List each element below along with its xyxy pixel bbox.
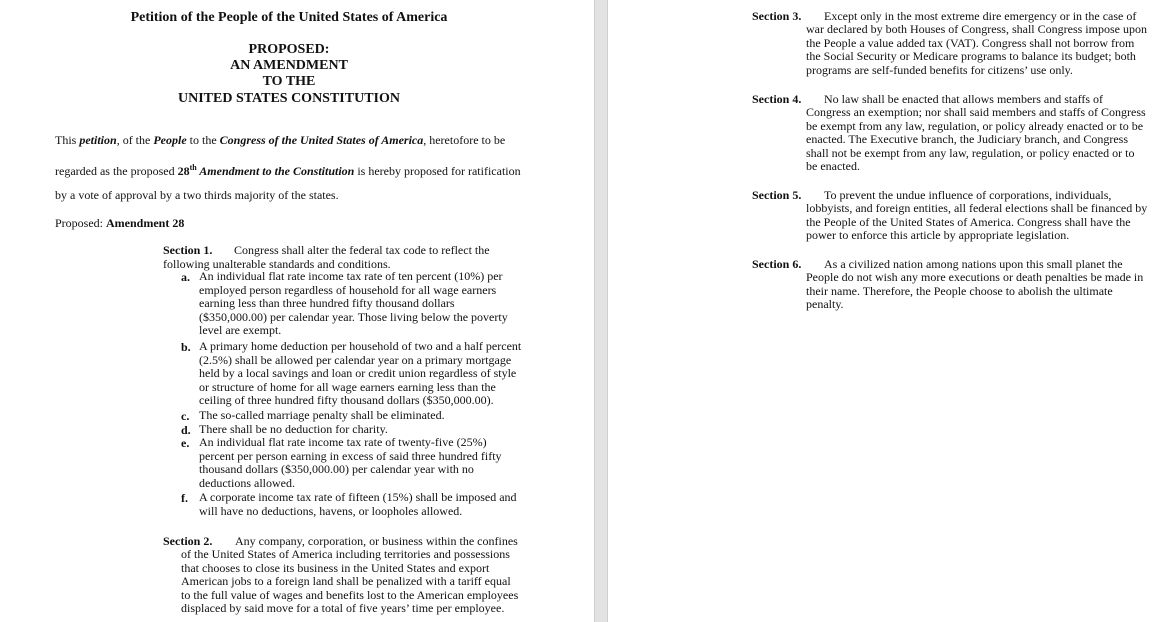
list-item-letter: d. bbox=[181, 423, 191, 437]
proposed-heading-2: AN AMENDMENT bbox=[230, 58, 348, 73]
list-item-text: There shall be no deduction for charity. bbox=[199, 422, 388, 436]
section-2-body bbox=[181, 548, 518, 616]
section-2-line: to the full value of wages and benefits lost to the American employees bbox=[181, 587, 519, 602]
list-item-text: An individual flat rate income tax rate of ten percent (10%) per employed person regardless of household for all wage earners earning less than three hundred fifty thousand dollars ($350,000.00) per calendar year. Those living below the poverty level are exempt. bbox=[199, 269, 508, 338]
proposed-heading-4: UNITED STATES CONSTITUTION bbox=[178, 91, 400, 106]
section-6-body: As a civilized nation among nations upon this small planet the People do not wish any more executions or death penalties be made in their name. Therefore, the People choose to abolish the ultimate penalty. bbox=[806, 256, 1144, 312]
proposed-heading-3: TO THE bbox=[262, 74, 316, 89]
list-item-letter: a. bbox=[181, 270, 190, 284]
section-5-label: Section 5. bbox=[752, 188, 802, 202]
section-6-label: Section 6. bbox=[752, 257, 802, 271]
section-1-second-line: following unalterable standards and conditions. bbox=[163, 257, 391, 271]
intro-line-1: This petition, of the People to the Congress of the United States of America, heretofore to be bbox=[55, 133, 506, 147]
list-item-text: A primary home deduction per household of two and a half percent (2.5%) shall be allowed per calendar year on a primary mortgage held by a local savings and loan or credit union regardless of style or structure of home for all wage earners earning less than the ceiling of three hundred fifty thousand dollars ($350,000.00). bbox=[199, 339, 522, 408]
proposed-heading-1: PROPOSED: bbox=[248, 42, 330, 57]
list-item-letter: b. bbox=[181, 340, 191, 354]
section-1-label: Section 1. bbox=[163, 243, 213, 257]
list-item-text: The so-called marriage penalty shall be eliminated. bbox=[199, 408, 445, 422]
section-2-line: that chooses to close its business in the United States and export bbox=[181, 560, 490, 575]
section-5-body: To prevent the undue influence of corporations, individuals, lobbyists, and foreign entities, all federal elections shall be financed by the People of the United States of America. Congress shall have the power to enforce this article by appropriate legislation. bbox=[806, 187, 1148, 243]
section-4-label: Section 4. bbox=[752, 92, 802, 106]
document-page-right bbox=[608, 0, 1164, 622]
section-3-body: Except only in the most extreme dire emergency or in the case of war declared by both Houses of Congress, shall Congress impose upon the People a value added tax (VAT). Congress shall not borrow from the Social Security or Medicare programs to balance its budget; both programs are self-funded benefits for citizens’ use only. bbox=[806, 8, 1147, 77]
section-4-body: No law shall be enacted that allows members and staffs of Congress an exemption; nor shall said members and staffs of Congress be exempt from any law, regulation, or policy already enacted or to be enacted. The Executive branch, the Judiciary branch, and Congress shall not be exempt from any law, regulation, or policy enacted or to be enacted. bbox=[806, 91, 1146, 174]
section-2-line: American jobs to a foreign land shall be penalized with a tariff equal bbox=[181, 574, 511, 589]
section-1-first-line: Congress shall alter the federal tax code to reflect the bbox=[234, 243, 490, 257]
page-gutter bbox=[594, 0, 608, 622]
section-2-line: displaced by said move for a total of five years’ time per employee. bbox=[181, 601, 505, 616]
section-2-first-line: Any company, corporation, or business within the confines bbox=[235, 534, 518, 548]
list-item-text: A corporate income tax rate of fifteen (15%) shall be imposed and will have no deductions, havens, or loopholes allowed. bbox=[199, 490, 517, 518]
list-item-letter: c. bbox=[181, 409, 190, 423]
list-item-letter: e. bbox=[181, 436, 190, 450]
proposed-amendment-line: Proposed: Amendment 28 bbox=[55, 216, 185, 230]
section-2-label: Section 2. bbox=[163, 534, 213, 548]
intro-line-2: regarded as the proposed 28th Amendment to the Constitution is hereby proposed for ratification bbox=[55, 163, 521, 178]
section-3-label: Section 3. bbox=[752, 9, 802, 23]
list-item-letter: f. bbox=[181, 491, 188, 505]
list-item-text: An individual flat rate income tax rate of twenty-five (25%) percent per person earning in excess of said three hundred fifty thousand dollars ($350,000.00) per calendar year with no deductions allowed. bbox=[199, 435, 502, 490]
intro-line-3: by a vote of approval by a two thirds majority of the states. bbox=[55, 188, 339, 202]
section-2-line: of the United States of America including territories and possessions bbox=[181, 547, 510, 561]
petition-title: Petition of the People of the United States of America bbox=[130, 10, 448, 25]
